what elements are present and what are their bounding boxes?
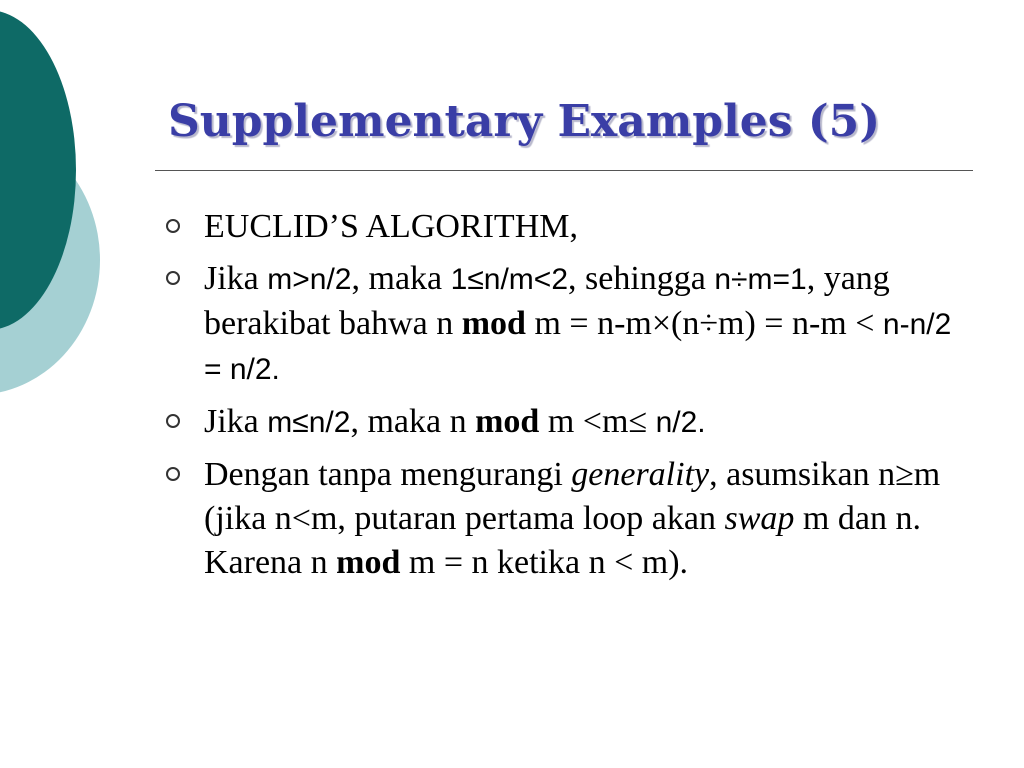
bullet-circle-icon [166,219,180,233]
bullet-text-segment: mod [475,403,540,440]
bullet-text-segment: generality [571,456,710,493]
bullet-text-segment: , sehingga [568,260,715,297]
slide-title: Supplementary Examples (5) [168,96,881,147]
bullet-text-segment: EUCLID’S ALGORITHM, [204,208,578,245]
bullet-text-segment: m>n/2 [267,263,352,296]
bullet-item [166,257,966,392]
bullet-text-segment: n-n/2 = n/2. [204,308,952,386]
bullet-item [166,453,966,585]
bullet-text-segment: m <m≤ [539,403,656,440]
bullet-item [166,205,966,249]
bullet-text-segment: n÷m=1 [714,263,807,296]
bullet-text-segment: , maka [351,260,451,297]
bullet-text-segment: Jika [204,403,268,440]
bullet-text-segment: , asumsikan n≥m (jika n<m, putaran pertama loop akan [204,456,941,537]
bullet-text-segment: n/2. [655,406,706,439]
bullet-text-segment: Dengan tanpa mengurangi [204,456,572,493]
bullet-text-segment: mod [336,544,401,581]
bullet-text-segment: m = n ketika n < m). [400,544,689,581]
bullet-text-segment: , yang berakibat bahwa n [204,260,890,342]
bullet-text-segment: mod [461,305,526,342]
bullet-text-segment: swap [724,500,795,537]
bullet-list [166,205,966,593]
bullet-text-segment: m dan n. Karena n [204,500,921,581]
title-divider [155,170,973,171]
bullet-circle-icon [166,271,180,285]
bullet-text-segment: Jika [204,260,268,297]
bullet-text-segment: 1≤n/m<2 [450,263,569,296]
bullet-circle-icon [166,414,180,428]
bullet-text-segment: , maka n [350,403,476,440]
bullet-text-segment: m≤n/2 [267,406,351,439]
bullet-item [166,400,966,445]
bullet-text-segment: m = n-m×(n÷m) = n-m < [525,305,883,342]
bullet-circle-icon [166,467,180,481]
